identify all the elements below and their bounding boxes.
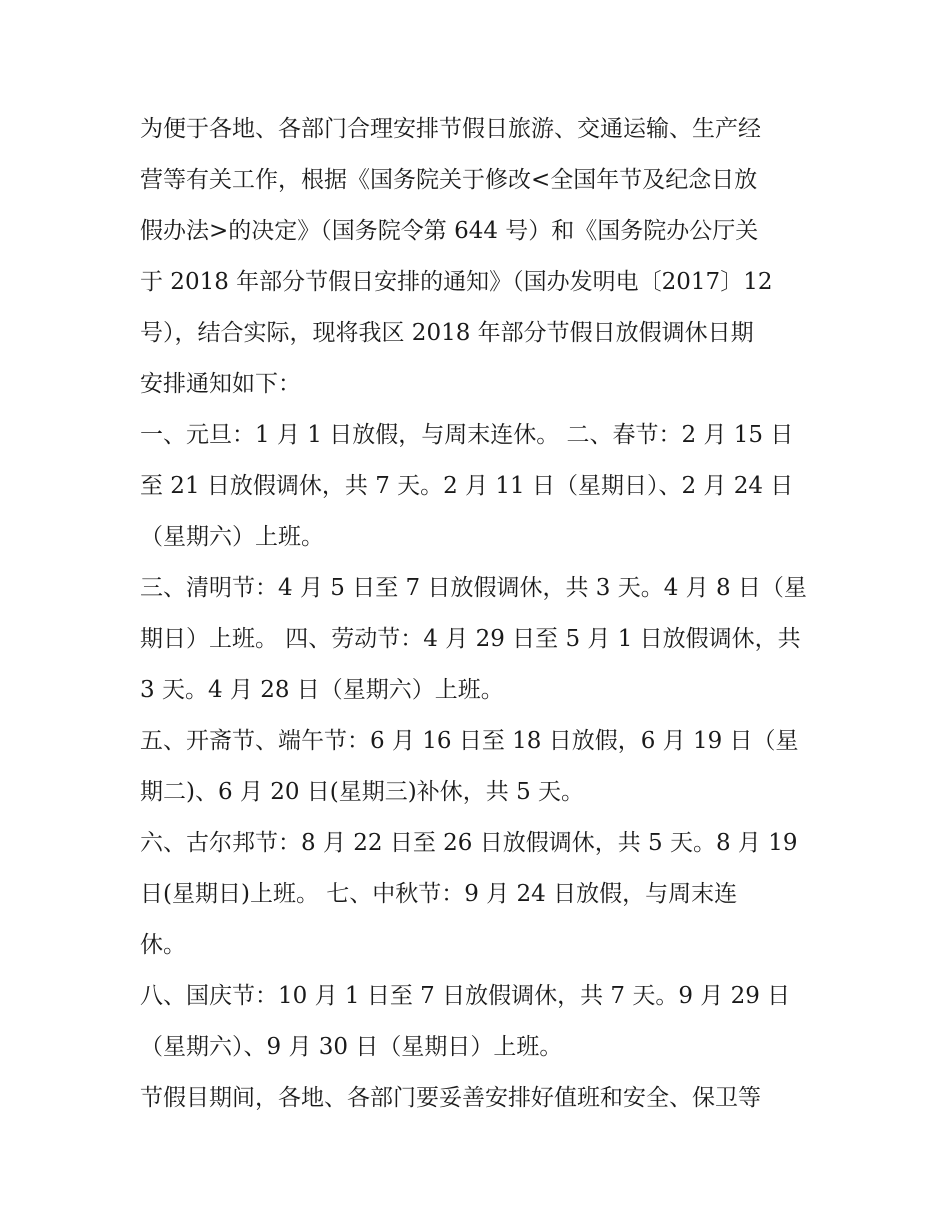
text-line: 三、清明节：4 月 5 日至 7 日放假调休，共 3 天。4 月 8 日（星 (140, 575, 807, 601)
paragraph-corban-mid-autumn (140, 818, 820, 971)
text-line: 于 2018 年部分节假日安排的通知》（国办发明电〔2017〕12 (140, 269, 773, 295)
text-line: 节假目期间，各地、各部门要妥善安排好值班和安全、保卫等 (140, 1085, 761, 1111)
paragraph-qingming-labor (140, 563, 820, 716)
text-line: （星期六）上班。 (140, 524, 324, 550)
text-line: 安排通知如下： (140, 371, 301, 397)
text-line: 五、开斋节、端午节：6 月 16 日至 18 日放假，6 月 19 日（星 (140, 728, 799, 754)
document-page (140, 104, 820, 1124)
text-line: 至 21 日放假调休，共 7 天。2 月 11 日（星期日）、2 月 24 日 (140, 473, 794, 499)
text-line: 日(星期日)上班。 七、中秋节：9 月 24 日放假，与周末连 (140, 881, 738, 907)
text-line: （星期六）、9 月 30 日（星期日）上班。 (140, 1034, 563, 1060)
paragraph-holiday-duty (140, 1073, 820, 1124)
text-line: 一、元旦：1 月 1 日放假，与周末连休。 二、春节：2 月 15 日 (140, 422, 794, 448)
text-line: 为便于各地、各部门合理安排节假日旅游、交通运输、生产经 (140, 116, 761, 142)
text-line: 期二)、6 月 20 日(星期三)补休，共 5 天。 (140, 779, 585, 805)
paragraph-eid-dragon-boat (140, 716, 820, 818)
paragraph-national-day (140, 971, 820, 1073)
text-line: 3 天。4 月 28 日（星期六）上班。 (140, 677, 504, 703)
text-line: 休。 (140, 932, 186, 958)
text-line: 营等有关工作，根据《国务院关于修改<全国年节及纪念日放 (140, 167, 758, 193)
paragraph-intro (140, 104, 820, 410)
text-line: 期日）上班。 四、劳动节：4 月 29 日至 5 月 1 日放假调休，共 (140, 626, 801, 652)
text-line: 号），结合实际，现将我区 2018 年部分节假日放假调休日期 (140, 320, 754, 346)
text-line: 假办法>的决定》（国务院令第 644 号）和《国务院办公厅关 (140, 218, 759, 244)
paragraph-new-year-spring (140, 410, 820, 563)
text-line: 六、古尔邦节：8 月 22 日至 26 日放假调休，共 5 天。8 月 19 (140, 830, 798, 856)
text-line: 八、国庆节：10 月 1 日至 7 日放假调休，共 7 天。9 月 29 日 (140, 983, 791, 1009)
